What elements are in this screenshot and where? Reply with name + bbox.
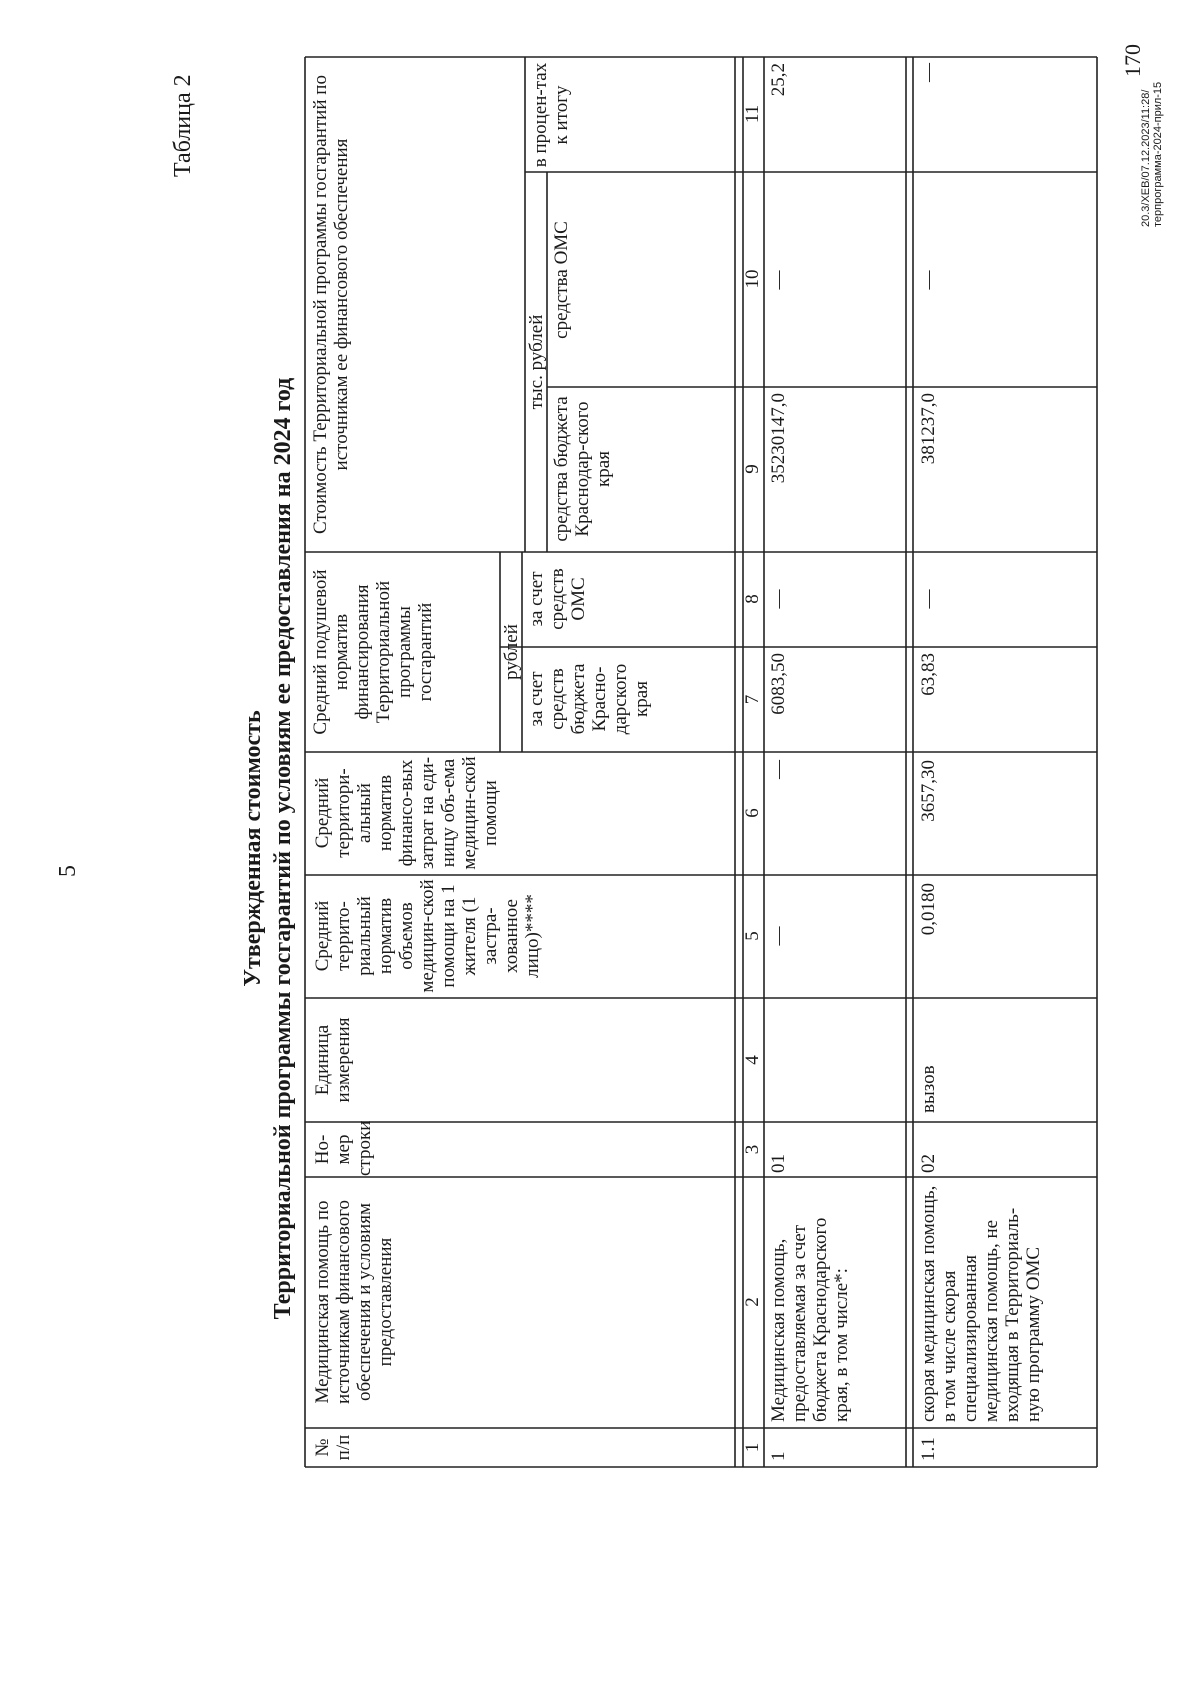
- table-row-2-budget-funds: 381237,0: [918, 393, 939, 465]
- table-row-1-oms-funds: —: [768, 270, 789, 290]
- table-row-1-number: 1: [768, 1451, 789, 1461]
- footer-document-code: 20.3/XEB/07.12.2023/11:28/терпрограмма-2024-прил-15: [1140, 81, 1164, 227]
- header-program-cost: Стоимость Территориальной программы госгарантий по источникам ее финансового обеспечения: [310, 75, 352, 534]
- sheet-number: 170: [1120, 44, 1145, 77]
- header-cost-norm: Средний территори-альный норматив финансо-вых затрат на еди-ницу объ-ема медицин-ской помощи: [312, 756, 501, 870]
- column-number-9: 9: [742, 464, 763, 474]
- table-row-2-volume: 0,0180: [918, 883, 939, 936]
- table-row-1-cost: —: [768, 760, 789, 779]
- column-number-6: 6: [742, 808, 763, 818]
- column-number-1: 1: [742, 1442, 763, 1453]
- column-number-2: 2: [742, 1297, 763, 1307]
- table-row-2-line: 02: [918, 1154, 939, 1173]
- table-row-1-budget-per-capita: 6083,50: [768, 653, 789, 715]
- document-subtitle: Территориальной программы госгарантий по условиям ее предоставления на 2024 год: [270, 377, 296, 1320]
- table-row-1-budget-funds: 35230147,0: [768, 393, 789, 484]
- table-row-2-cost: 3657,30: [918, 760, 939, 822]
- column-number-7: 7: [742, 694, 763, 705]
- table-row-1-volume: —: [768, 926, 789, 946]
- column-number-10: 10: [742, 269, 763, 289]
- table-row-2-oms-funds: —: [918, 270, 939, 290]
- column-number-11: 11: [742, 104, 763, 124]
- header-volume-norm: Средний террито-риальный норматив объемов медицин-ской помощи на 1 жителя (1 застра-хованное лицо)****: [312, 879, 543, 993]
- header-budget-per-capita: за счет средств бюджета Красно-дарского края: [526, 663, 652, 735]
- column-number-8: 8: [742, 594, 763, 604]
- table-row-1-name: Медицинская помощь, предоставляемая за счет бюджета Краснодарского края, в том числе*:: [768, 1217, 852, 1422]
- header-oms-funds: средства ОМС: [551, 221, 572, 339]
- table-row-2-percent: —: [918, 63, 939, 82]
- header-number: № п/п: [312, 1434, 354, 1461]
- header-unit: Единица измерения: [312, 1017, 354, 1103]
- column-number-3: 3: [742, 1144, 763, 1155]
- column-number-4: 4: [742, 1055, 763, 1065]
- page-number: 5: [55, 865, 81, 877]
- table-row-2-name: скорая медицинская помощь, в том числе скорая специализированная медицинская помощь, не входящая в Территориаль-ную программу ОМС: [918, 1185, 1044, 1422]
- table-row-2-oms-per-capita: —: [918, 589, 939, 609]
- header-oms-per-capita: за счет средств ОМС: [526, 568, 589, 630]
- document-title: Утвержденная стоимость: [240, 710, 266, 987]
- table-row-1-percent: 25,2: [768, 63, 789, 97]
- table-label: Таблица 2: [170, 74, 196, 177]
- table-row-1-oms-per-capita: —: [768, 589, 789, 609]
- header-thousand-rubles-unit: тыс. рублей: [526, 314, 547, 410]
- header-per-capita-norm: Средний подушевой норматив финансирования Территориальной программы госгарантий: [310, 569, 436, 735]
- table-row-2-number: 1.1: [918, 1437, 939, 1461]
- table-row-2-unit: вызов: [918, 1065, 939, 1113]
- header-rubles-unit: рублей: [501, 624, 522, 680]
- header-budget-funds: средства бюджета Краснодар-ского края: [551, 396, 614, 542]
- table-row-1-line: 01: [768, 1154, 789, 1173]
- header-percent-of-total: в процен-тах к итогу: [530, 62, 572, 168]
- column-number-5: 5: [742, 931, 763, 941]
- header-line-number: Но-мер строки: [312, 1120, 375, 1176]
- header-medical-care: Медицинская помощь по источникам финансового обеспечения и условиям предоставления: [312, 1199, 396, 1405]
- table-row-2-budget-per-capita: 63,83: [918, 653, 939, 696]
